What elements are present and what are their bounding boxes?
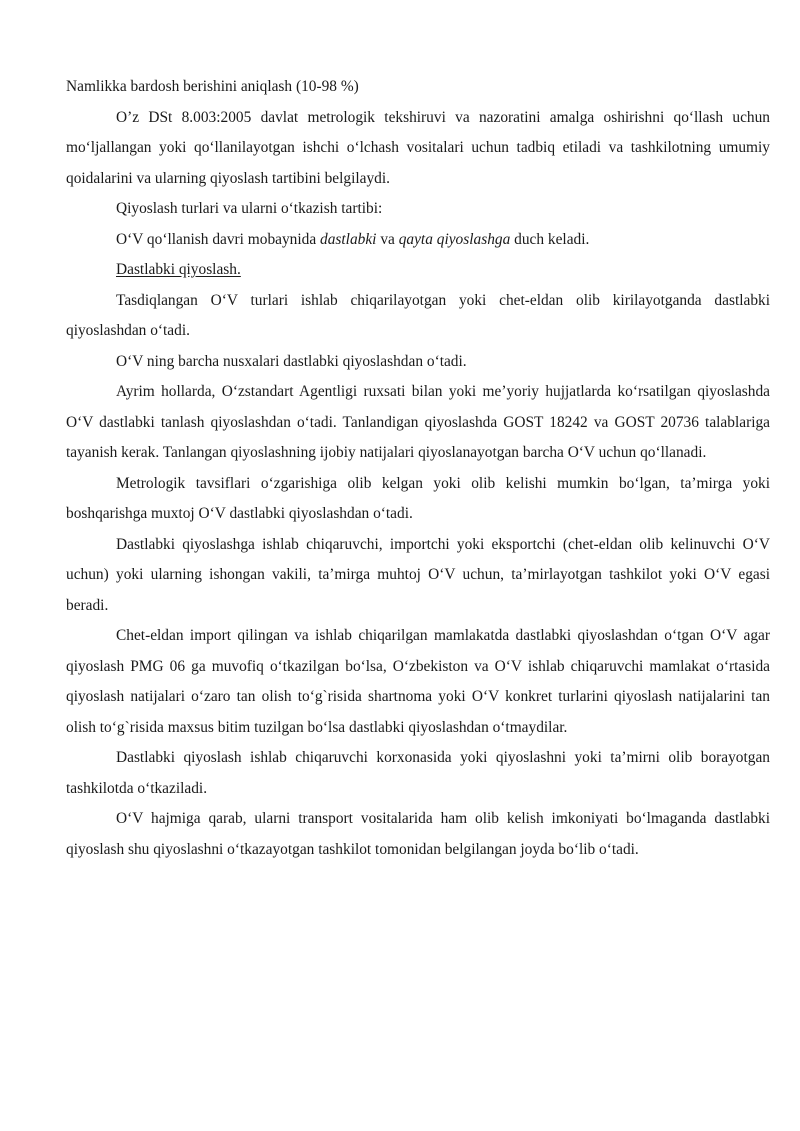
usage-italic-repeat: qayta qiyoslashga [398, 230, 511, 248]
usage-italic-initial: dastlabki [320, 230, 377, 248]
paragraph-types-intro: Qiyoslash turlari va ularni o‘tkazish tartibi: [116, 200, 383, 217]
subheading-paragraph [66, 255, 770, 286]
body-paragraph: Chet-eldan import qilingan va ishlab chiqarilgan mamlakatda dastlabki qiyoslashdan o‘tgan O‘V agar qiyoslash PMG 06 ga muvofiq o‘tkazilgan bo‘lsa, O‘zbekiston va O‘V ishlab chiqaruvchi mamlakat o‘rtasida qiyoslash natijalari o‘zaro tan olish to‘g`risida shartnoma yoki O‘V konkret turlarini qiyoslash natijalarini tan olish to‘g`risida maxsus bitim tuzilgan bo‘lsa dastlabki qiyoslashdan o‘tmaydilar. [66, 627, 770, 736]
paragraph-standard-scope: O’z DSt 8.003:2005 davlat metrologik tekshiruvi va nazoratini amalga oshirishni qo‘llash uchun mo‘ljallangan yoki qo‘llanilayotgan ishchi o‘lchash vositalari uchun tadbiq etiladi va tashkilotning umumiy qoidalarini va ularning qiyoslash tartibini belgilaydi. [66, 108, 770, 187]
paragraph-usage-period [66, 225, 770, 256]
body-paragraph: Tasdiqlangan O‘V turlari ishlab chiqarilayotgan yoki chet-eldan olib kirilayotganda dastlabki qiyoslashdan o‘tadi. [66, 291, 770, 339]
subheading-initial-verification: Dastlabki qiyoslash. [116, 261, 241, 278]
usage-text-middle: va [376, 230, 399, 248]
document-page [66, 72, 770, 865]
section-heading: Namlikka bardosh berishini aniqlash (10-98 %) [66, 78, 359, 95]
body-paragraph: Dastlabki qiyoslash ishlab chiqaruvchi korxonasida yoki qiyoslashni yoki ta’mirni olib borayotgan tashkilotda o‘tkaziladi. [66, 749, 770, 797]
usage-text-before: O‘V qo‘llanish davri mobaynida [116, 230, 321, 248]
body-paragraph: Metrologik tavsiflari o‘zgarishiga olib kelgan yoki olib kelishi mumkin bo‘lgan, ta’mirga yoki boshqarishga muxtoj O‘V dastlabki qiyoslashdan o‘tadi. [66, 474, 770, 522]
body-paragraph: O‘V ning barcha nusxalari dastlabki qiyoslashdan o‘tadi. [116, 352, 467, 370]
usage-text-after: duch keladi. [510, 230, 590, 248]
body-paragraph: O‘V hajmiga qarab, ularni transport vositalarida ham olib kelish imkoniyati bo‘lmaganda dastlabki qiyoslash shu qiyoslashni o‘tkazayotgan tashkilot tomonidan belgilangan joyda bo‘lib o‘tadi. [66, 810, 770, 858]
body-paragraph: Dastlabki qiyoslashga ishlab chiqaruvchi, importchi yoki eksportchi (chet-eldan olib kelinuvchi O‘V uchun) yoki ularning ishongan vakili, ta’mirga muhtoj O‘V uchun, ta’mirlayotgan tashkilot yoki O‘V egasi beradi. [66, 535, 770, 614]
body-paragraph: Ayrim hollarda, O‘zstandart Agentligi ruxsati bilan yoki me’yoriy hujjatlarda ko‘rsatilgan qiyoslashda O‘V dastlabki tanlash qiyoslashdan o‘tadi. Tanlandigan qiyoslashda GOST 18242 va GOST 20736 talablariga tayanish kerak. Tanlangan qiyoslashning ijobiy natijalari qiyoslanayotgan barcha O‘V uchun qo‘llanadi. [66, 383, 770, 461]
